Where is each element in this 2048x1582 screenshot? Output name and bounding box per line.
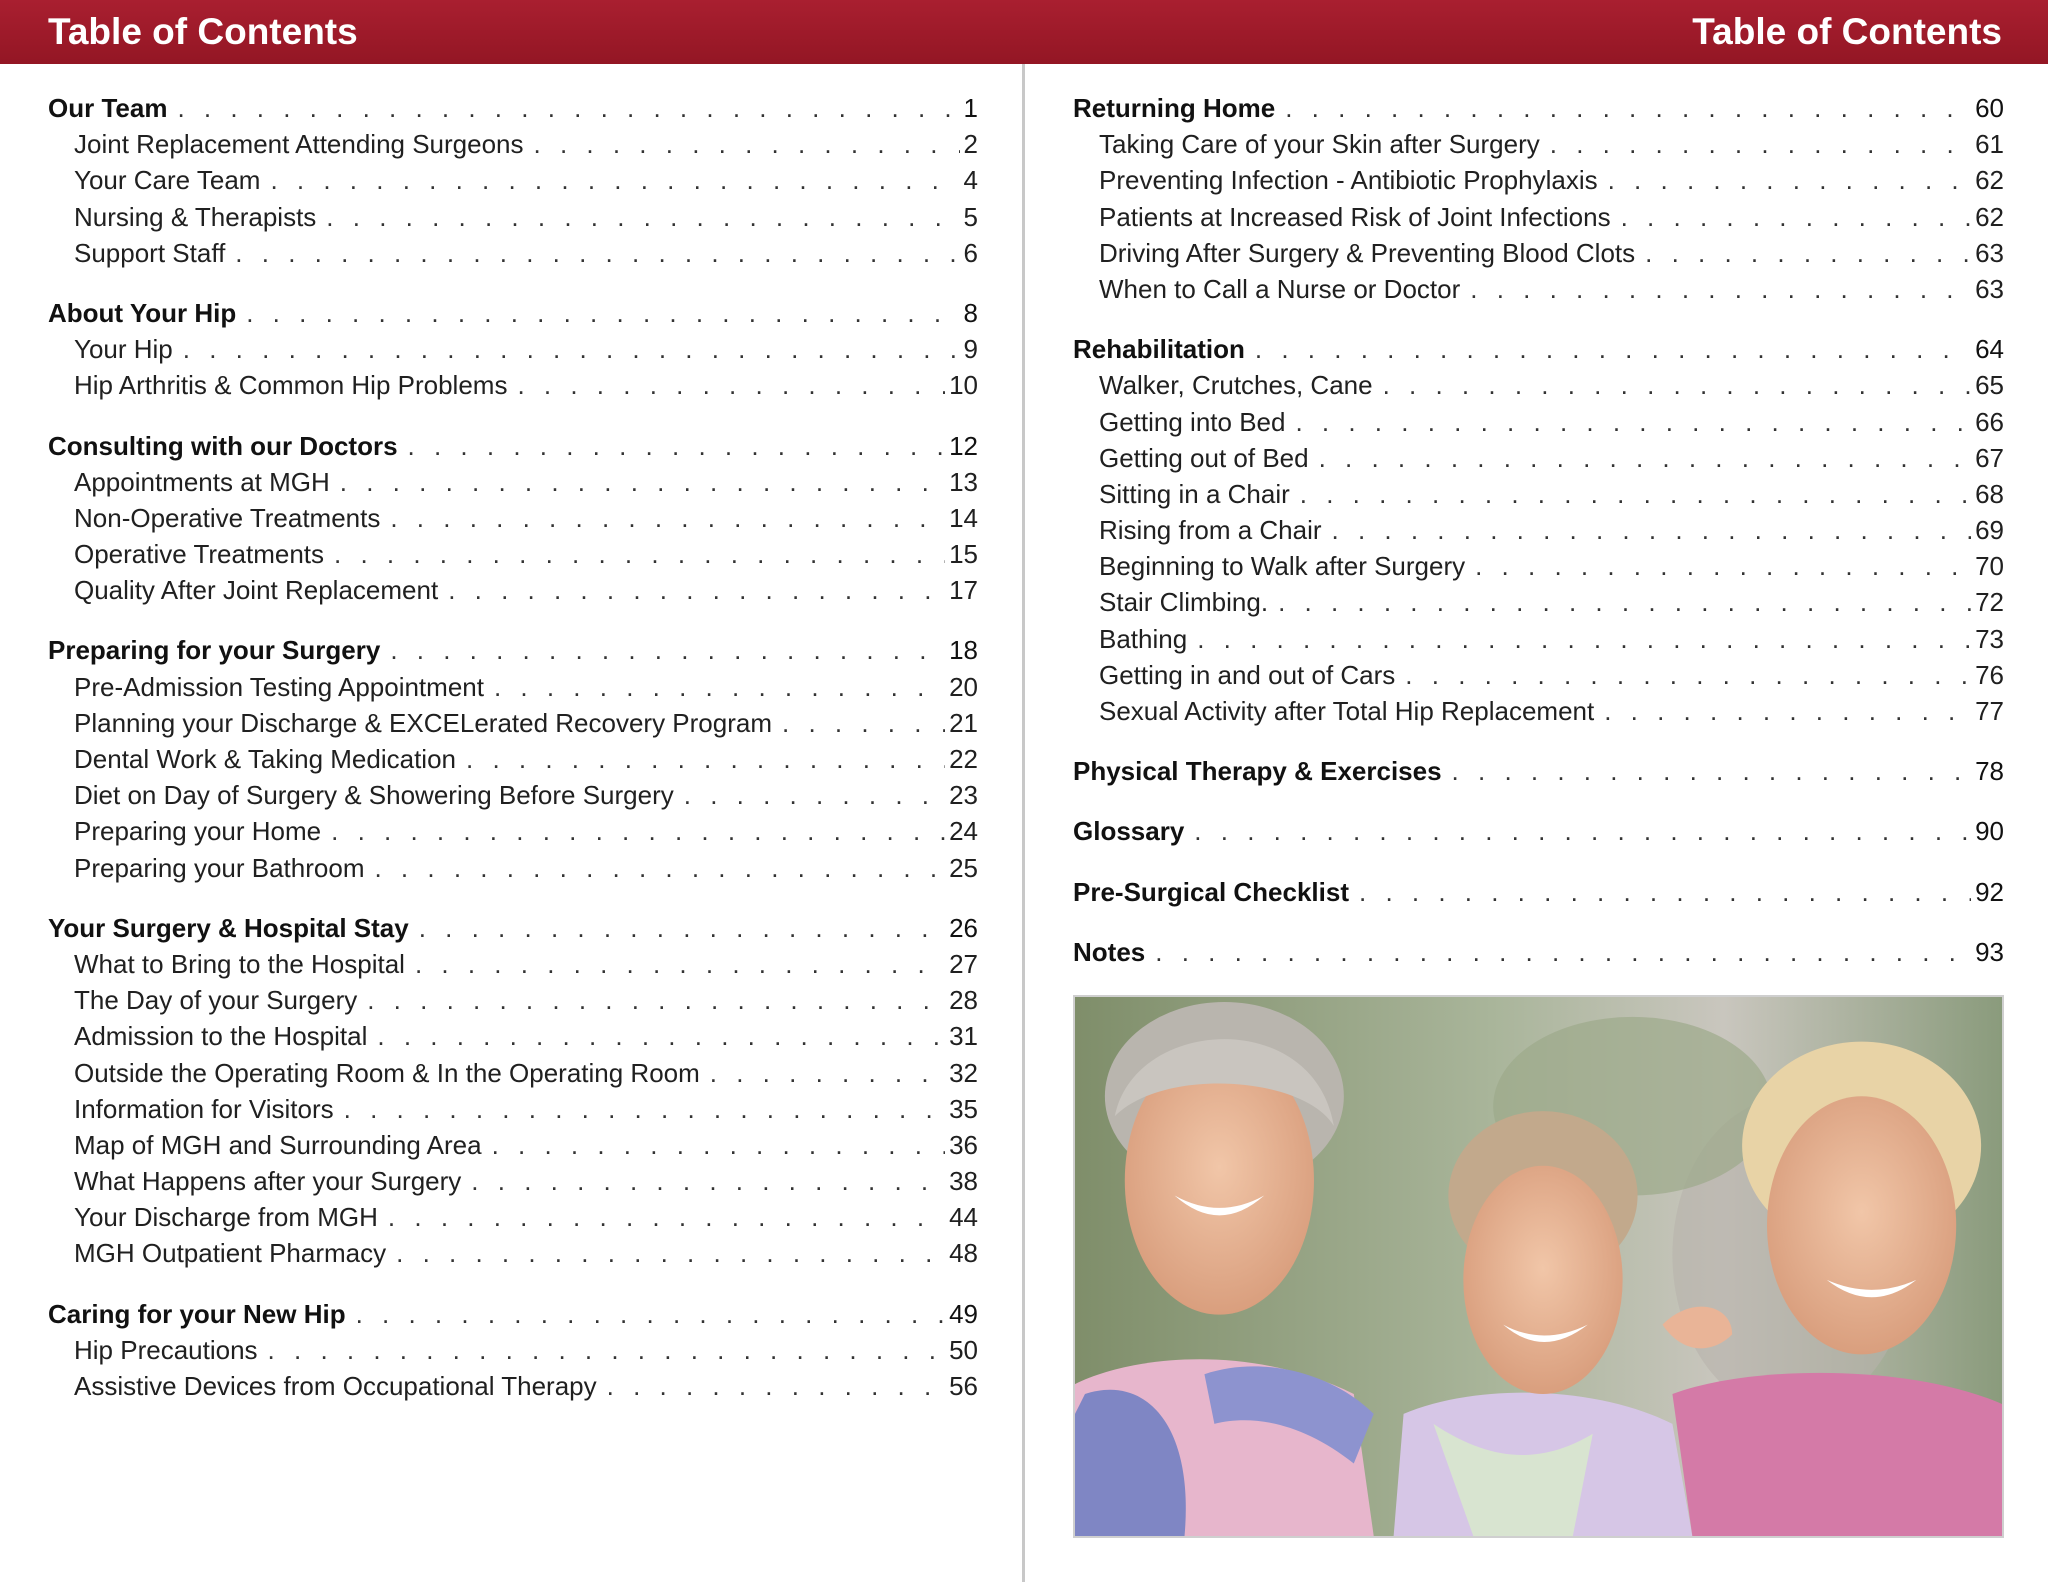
- page-number: 76: [1975, 659, 2004, 690]
- page-number: 6: [963, 237, 978, 268]
- toc-section-group: [1073, 934, 2004, 970]
- toc-item-title: Your Care Team: [74, 165, 261, 196]
- dot-leader: [1255, 331, 1971, 367]
- toc-section-our-team[interactable]: [48, 90, 978, 126]
- toc-item-title: Getting in and out of Cars: [1099, 659, 1396, 690]
- toc-item-title: Getting out of Bed: [1099, 442, 1309, 473]
- page-number: 62: [1975, 201, 2004, 232]
- page-number: 4: [963, 165, 978, 196]
- toc-item-map-of-mgh-and-surrounding-area[interactable]: [48, 1127, 978, 1163]
- toc-section-title: About Your Hip: [48, 297, 237, 328]
- dot-leader: [1295, 404, 1971, 440]
- toc-item-title: Taking Care of your Skin after Surgery: [1099, 129, 1540, 160]
- page-number: 21: [949, 707, 978, 738]
- toc-section-physical-therapy-and-exercises[interactable]: [1073, 753, 2004, 789]
- toc-section-title: Consulting with our Doctors: [48, 430, 398, 461]
- toc-item-your-hip[interactable]: [48, 331, 978, 367]
- toc-item-title: Dental Work & Taking Medication: [74, 744, 457, 774]
- page-number: 35: [949, 1093, 978, 1124]
- toc-section-about-your-hip[interactable]: [48, 295, 978, 331]
- toc-section-group: [48, 632, 978, 885]
- toc-item-title: When to Call a Nurse or Doctor: [1099, 273, 1461, 304]
- header-title-right: Table of Contents: [1692, 11, 2002, 52]
- toc-section-title: Preparing for your Surgery: [48, 635, 381, 666]
- page-number: 12: [949, 430, 978, 461]
- toc-section-notes[interactable]: [1073, 934, 2004, 970]
- dot-leader: [1608, 162, 1971, 198]
- page-number: 63: [1975, 237, 2004, 268]
- dot-leader: [415, 946, 945, 982]
- dot-leader: [782, 705, 945, 741]
- page-number: 23: [949, 780, 978, 811]
- page-number: 90: [1975, 816, 2004, 847]
- toc-section-title: Glossary: [1073, 816, 1185, 847]
- dot-leader: [235, 235, 959, 271]
- toc-section-pre-surgical-checklist[interactable]: [1073, 874, 2004, 910]
- toc-item-getting-in-and-out-of-cars[interactable]: [1073, 657, 2004, 693]
- toc-section-title: Rehabilitation: [1073, 334, 1245, 365]
- toc-item-taking-care-of-your-skin-after-surgery[interactable]: [1073, 126, 2004, 162]
- dot-leader: [1550, 126, 1971, 162]
- toc-item-pre-admission-testing-appointment[interactable]: [48, 669, 978, 705]
- toc-section-group: [48, 910, 978, 1272]
- dot-leader: [390, 500, 945, 536]
- page-number: 13: [949, 466, 978, 497]
- page-number: 72: [1975, 587, 2004, 618]
- page-number: 8: [963, 297, 978, 328]
- toc-item-title: Getting into Bed: [1099, 406, 1286, 437]
- dot-leader: [1604, 693, 1971, 729]
- toc-right-column: [1073, 90, 2004, 994]
- page-number: 27: [949, 948, 978, 979]
- toc-section-group: [1073, 874, 2004, 910]
- toc-item-mgh-outpatient-pharmacy[interactable]: [48, 1235, 978, 1271]
- toc-item-title: Your Hip: [74, 334, 173, 365]
- toc-item-appointments-at-mgh[interactable]: [48, 464, 978, 500]
- page-number: 78: [1975, 756, 2004, 787]
- toc-item-getting-out-of-bed[interactable]: [1073, 440, 2004, 476]
- toc-item-title: Preventing Infection - Antibiotic Prophylaxis: [1099, 165, 1598, 196]
- toc-item-preparing-your-home[interactable]: [48, 813, 978, 849]
- dot-leader: [1197, 621, 1971, 657]
- page-number: 44: [949, 1202, 978, 1233]
- page-number: 5: [963, 201, 978, 232]
- page-number: 1: [963, 93, 978, 123]
- toc-item-title: Pre-Admission Testing Appointment: [74, 671, 484, 702]
- toc-item-sitting-in-a-chair[interactable]: [1073, 476, 2004, 512]
- dot-leader: [1645, 235, 1971, 271]
- toc-item-title: Preparing your Home: [74, 816, 322, 847]
- dot-leader: [390, 632, 945, 668]
- toc-item-title: Operative Treatments: [74, 539, 324, 570]
- page-number: 50: [949, 1334, 978, 1365]
- page-number: 14: [949, 502, 978, 533]
- dot-leader: [1194, 813, 1971, 849]
- dot-leader: [1300, 476, 1971, 512]
- dot-leader: [388, 1199, 945, 1235]
- toc-item-title: Non-Operative Treatments: [74, 502, 381, 533]
- toc-item-title: Information for Visitors: [74, 1093, 334, 1124]
- page-number: 62: [1975, 165, 2004, 196]
- toc-section-title: Your Surgery & Hospital Stay: [48, 912, 409, 943]
- page-number: 68: [1975, 478, 2004, 509]
- page-number: 92: [1975, 876, 2004, 907]
- header-title-left: Table of Contents: [48, 11, 358, 52]
- toc-section-title: Our Team: [48, 93, 168, 123]
- page-number: 56: [949, 1371, 978, 1401]
- page-number: 9: [963, 334, 978, 365]
- dot-leader: [492, 1127, 946, 1163]
- toc-item-driving-after-surgery-and-preventing-blood-clots[interactable]: [1073, 235, 2004, 271]
- toc-item-title: Admission to the Hospital: [74, 1021, 368, 1052]
- toc-item-quality-after-joint-replacement[interactable]: [48, 572, 978, 608]
- page-number: 70: [1975, 551, 2004, 582]
- photo-three-smiling-women: [1073, 995, 2004, 1538]
- dot-leader: [334, 536, 945, 572]
- page-number: 64: [1975, 334, 2004, 365]
- toc-item-title: Quality After Joint Replacement: [74, 575, 439, 606]
- dot-leader: [466, 741, 945, 777]
- toc-item-title: Appointments at MGH: [74, 466, 330, 497]
- toc-item-title: What Happens after your Surgery: [74, 1166, 462, 1197]
- toc-item-information-for-visitors[interactable]: [48, 1091, 978, 1127]
- page-number: 32: [949, 1057, 978, 1088]
- dot-leader: [471, 1163, 945, 1199]
- toc-item-title: Stair Climbing.: [1099, 587, 1269, 618]
- dot-leader: [344, 1091, 945, 1127]
- toc-section-group: [48, 1296, 978, 1405]
- dot-leader: [710, 1055, 945, 1091]
- dot-leader: [1155, 934, 1971, 970]
- page-number: 2: [963, 129, 978, 160]
- toc-section-group: [48, 90, 978, 271]
- toc-section-title: Pre-Surgical Checklist: [1073, 876, 1349, 907]
- toc-item-assistive-devices-from-occupational-therapy[interactable]: [48, 1368, 978, 1404]
- toc-item-hip-precautions[interactable]: [48, 1332, 978, 1368]
- dot-leader: [326, 199, 959, 235]
- toc-item-title: The Day of your Surgery: [74, 985, 358, 1016]
- dot-leader: [1475, 548, 1971, 584]
- toc-item-title: Patients at Increased Risk of Joint Infections: [1099, 201, 1611, 232]
- toc-section-consulting-with-our-doctors[interactable]: [48, 428, 978, 464]
- toc-item-diet-on-day-of-surgery-and-showering-before-surgery[interactable]: [48, 777, 978, 813]
- toc-item-walker-crutches-cane[interactable]: [1073, 367, 2004, 403]
- page-number: 77: [1975, 696, 2004, 726]
- page-gutter-divider: [1022, 64, 1025, 1582]
- toc-item-title: Map of MGH and Surrounding Area: [74, 1129, 482, 1160]
- dot-leader: [1319, 440, 1971, 476]
- dot-leader: [374, 850, 945, 886]
- toc-item-nursing-and-therapists[interactable]: [48, 199, 978, 235]
- page-number: 61: [1975, 129, 2004, 160]
- page-number: 49: [949, 1298, 978, 1329]
- toc-item-title: Support Staff: [74, 237, 226, 268]
- dot-leader: [268, 1332, 946, 1368]
- toc-item-title: Walker, Crutches, Cane: [1099, 370, 1373, 401]
- dot-leader: [419, 910, 945, 946]
- toc-item-title: Outside the Operating Room & In the Operating Room: [74, 1057, 700, 1088]
- toc-item-title: Diet on Day of Surgery & Showering Before Surgery: [74, 780, 674, 811]
- dot-leader: [494, 669, 945, 705]
- toc-item-title: Beginning to Walk after Surgery: [1099, 551, 1466, 582]
- toc-item-your-care-team[interactable]: [48, 162, 978, 198]
- toc-section-title: Physical Therapy & Exercises: [1073, 756, 1442, 787]
- toc-item-joint-replacement-attending-surgeons[interactable]: [48, 126, 978, 162]
- dot-leader: [1405, 657, 1971, 693]
- toc-item-title: What to Bring to the Hospital: [74, 948, 405, 979]
- dot-leader: [1359, 874, 1971, 910]
- toc-item-your-discharge-from-mgh[interactable]: [48, 1199, 978, 1235]
- dot-leader: [448, 572, 945, 608]
- page-header-bar: [0, 0, 2048, 64]
- dot-leader: [684, 777, 945, 813]
- page-number: 20: [949, 671, 978, 702]
- toc-section-caring-for-your-new-hip[interactable]: [48, 1296, 978, 1332]
- dot-leader: [270, 162, 959, 198]
- toc-item-title: Rising from a Chair: [1099, 515, 1322, 546]
- dot-leader: [183, 331, 960, 367]
- toc-item-bathing[interactable]: [1073, 621, 2004, 657]
- toc-item-stair-climbing[interactable]: [1073, 584, 2004, 620]
- page-number: 10: [949, 370, 978, 401]
- toc-item-when-to-call-a-nurse-or-doctor[interactable]: [1073, 271, 2004, 307]
- toc-section-title: Returning Home: [1073, 93, 1276, 123]
- toc-item-title: Nursing & Therapists: [74, 201, 317, 232]
- dot-leader: [177, 90, 959, 126]
- dot-leader: [1332, 512, 1972, 548]
- toc-item-support-staff[interactable]: [48, 235, 978, 271]
- toc-item-sexual-activity-after-total-hip-replacement[interactable]: [1073, 693, 2004, 729]
- toc-item-the-day-of-your-surgery[interactable]: [48, 982, 978, 1018]
- toc-item-title: Preparing your Bathroom: [74, 852, 365, 883]
- toc-item-what-to-bring-to-the-hospital[interactable]: [48, 946, 978, 982]
- toc-item-preparing-your-bathroom[interactable]: [48, 850, 978, 886]
- page-number: 38: [949, 1166, 978, 1197]
- page-number: 69: [1975, 515, 2004, 546]
- toc-item-title: Hip Precautions: [74, 1334, 258, 1365]
- toc-item-admission-to-the-hospital[interactable]: [48, 1018, 978, 1054]
- dot-leader: [340, 464, 945, 500]
- dot-leader: [534, 126, 960, 162]
- dot-leader: [396, 1235, 945, 1271]
- dot-leader: [517, 367, 945, 403]
- dot-leader: [1470, 271, 1971, 307]
- page-number: 26: [949, 912, 978, 943]
- page-number: 24: [949, 816, 978, 847]
- dot-leader: [356, 1296, 946, 1332]
- dot-leader: [1285, 90, 1971, 126]
- dot-leader: [367, 982, 945, 1018]
- page-number: 67: [1975, 442, 2004, 473]
- toc-item-title: Bathing: [1099, 623, 1188, 654]
- page-number: 65: [1975, 370, 2004, 401]
- toc-section-title: Notes: [1073, 936, 1146, 967]
- page-number: 25: [949, 852, 978, 883]
- page-number: 28: [949, 985, 978, 1016]
- toc-item-title: Assistive Devices from Occupational Therapy: [74, 1371, 597, 1401]
- toc-item-title: Hip Arthritis & Common Hip Problems: [74, 370, 508, 401]
- page-number: 22: [949, 744, 978, 774]
- dot-leader: [377, 1018, 945, 1054]
- dot-leader: [1621, 199, 1971, 235]
- toc-item-beginning-to-walk-after-surgery[interactable]: [1073, 548, 2004, 584]
- toc-section-group: [48, 428, 978, 609]
- dot-leader: [331, 813, 945, 849]
- page-number: 18: [949, 635, 978, 666]
- toc-item-title: MGH Outpatient Pharmacy: [74, 1238, 387, 1269]
- toc-item-outside-the-operating-room-and-in-the-operating-room[interactable]: [48, 1055, 978, 1091]
- toc-item-operative-treatments[interactable]: [48, 536, 978, 572]
- dot-leader: [1452, 753, 1972, 789]
- toc-section-group: [1073, 813, 2004, 849]
- toc-section-glossary[interactable]: [1073, 813, 2004, 849]
- toc-item-planning-your-discharge-and-excelerated-recovery-program[interactable]: [48, 705, 978, 741]
- page-number: 17: [949, 575, 978, 606]
- toc-section-group: [48, 295, 978, 404]
- toc-item-title: Joint Replacement Attending Surgeons: [74, 129, 524, 160]
- toc-item-title: Sitting in a Chair: [1099, 478, 1290, 509]
- dot-leader: [1278, 584, 1971, 620]
- toc-section-your-surgery-and-hospital-stay[interactable]: [48, 910, 978, 946]
- dot-leader: [607, 1368, 945, 1404]
- toc-section-group: [1073, 90, 2004, 307]
- toc-item-title: Sexual Activity after Total Hip Replacement: [1099, 696, 1595, 726]
- toc-item-rising-from-a-chair[interactable]: [1073, 512, 2004, 548]
- dot-leader: [408, 428, 946, 464]
- toc-section-rehabilitation[interactable]: [1073, 331, 2004, 367]
- page-number: 63: [1975, 273, 2004, 304]
- page-number: 31: [949, 1021, 978, 1052]
- toc-section-preparing-for-your-surgery[interactable]: [48, 632, 978, 668]
- toc-item-getting-into-bed[interactable]: [1073, 404, 2004, 440]
- page-number: 15: [949, 539, 978, 570]
- toc-left-column: [48, 90, 978, 1428]
- dot-leader: [1383, 367, 1971, 403]
- toc-item-title: Driving After Surgery & Preventing Blood Clots: [1099, 237, 1636, 268]
- page-number: 93: [1975, 936, 2004, 967]
- toc-section-group: [1073, 331, 2004, 729]
- toc-section-returning-home[interactable]: [1073, 90, 2004, 126]
- toc-item-non-operative-treatments[interactable]: [48, 500, 978, 536]
- page-number: 60: [1975, 93, 2004, 123]
- page-number: 48: [949, 1238, 978, 1269]
- toc-item-patients-at-increased-risk-of-joint-infections[interactable]: [1073, 199, 2004, 235]
- toc-section-title: Caring for your New Hip: [48, 1298, 346, 1329]
- dot-leader: [246, 295, 959, 331]
- toc-item-what-happens-after-your-surgery[interactable]: [48, 1163, 978, 1199]
- page-number: 66: [1975, 406, 2004, 437]
- toc-item-title: Your Discharge from MGH: [74, 1202, 378, 1233]
- toc-section-group: [1073, 753, 2004, 789]
- page-number: 36: [949, 1129, 978, 1160]
- page-number: 73: [1975, 623, 2004, 654]
- toc-item-dental-work-and-taking-medication[interactable]: [48, 741, 978, 777]
- toc-item-preventing-infection-antibiotic-prophylaxis[interactable]: [1073, 162, 2004, 198]
- toc-item-hip-arthritis-and-common-hip-problems[interactable]: [48, 367, 978, 403]
- toc-item-title: Planning your Discharge & EXCELerated Recovery Program: [74, 707, 773, 738]
